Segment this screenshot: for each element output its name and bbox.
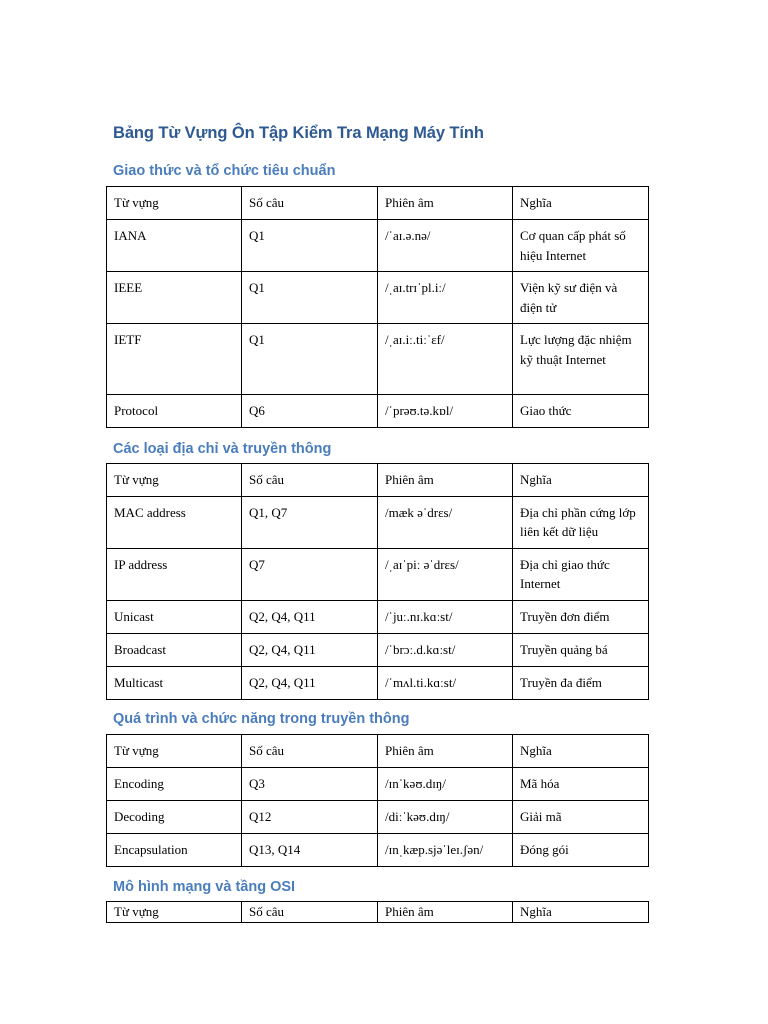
- header-cell: Số câu: [242, 902, 378, 923]
- header-cell: Từ vựng: [107, 735, 242, 768]
- meaning-cell: Địa chỉ phần cứng lớp liên kết dữ liệu: [513, 496, 649, 548]
- meaning-cell: Đóng gói: [513, 834, 649, 867]
- table-row: [107, 768, 649, 801]
- phonetic-cell: /ˈaɪ.ə.nə/: [378, 220, 513, 272]
- question-cell: Q13, Q14: [242, 834, 378, 867]
- table-header-row: [107, 464, 649, 497]
- header-cell: Từ vựng: [107, 464, 242, 497]
- header-cell: Số câu: [242, 187, 378, 220]
- term-cell: Encapsulation: [107, 834, 242, 867]
- phonetic-cell: /ˌaɪ.iː.tiːˈɛf/: [378, 324, 513, 395]
- header-cell: Số câu: [242, 464, 378, 497]
- phonetic-cell: /ˌaɪ.trɪˈpl.iː/: [378, 272, 513, 324]
- question-cell: Q12: [242, 801, 378, 834]
- table-row: [107, 395, 649, 428]
- header-cell: Phiên âm: [378, 735, 513, 768]
- header-cell: Phiên âm: [378, 187, 513, 220]
- phonetic-cell: /diːˈkəʊ.dɪŋ/: [378, 801, 513, 834]
- question-cell: Q2, Q4, Q11: [242, 666, 378, 699]
- header-cell: Nghĩa: [513, 187, 649, 220]
- meaning-cell: Viện kỹ sư điện và điện tử: [513, 272, 649, 324]
- table-header-row: [107, 902, 649, 923]
- phonetic-cell: /ˈprəʊ.tə.kɒl/: [378, 395, 513, 428]
- term-cell: Protocol: [107, 395, 242, 428]
- header-cell: Từ vựng: [107, 187, 242, 220]
- header-cell: Nghĩa: [513, 735, 649, 768]
- term-cell: IEEE: [107, 272, 242, 324]
- meaning-cell: Cơ quan cấp phát số hiệu Internet: [513, 220, 649, 272]
- header-cell: Từ vựng: [107, 902, 242, 923]
- meaning-cell: Giải mã: [513, 801, 649, 834]
- term-cell: Multicast: [107, 666, 242, 699]
- term-cell: Broadcast: [107, 633, 242, 666]
- table-header-row: [107, 187, 649, 220]
- meaning-cell: Mã hóa: [513, 768, 649, 801]
- section-heading: Quá trình và chức năng trong truyền thông: [113, 711, 410, 727]
- meaning-cell: Truyền đa điểm: [513, 666, 649, 699]
- question-cell: Q1, Q7: [242, 496, 378, 548]
- phonetic-cell: /mæk əˈdrɛs/: [378, 496, 513, 548]
- table-row: [107, 801, 649, 834]
- question-cell: Q2, Q4, Q11: [242, 600, 378, 633]
- phonetic-cell: /ˈbrɔː.d.kɑːst/: [378, 633, 513, 666]
- header-cell: Phiên âm: [378, 464, 513, 497]
- meaning-cell: Địa chỉ giao thức Internet: [513, 548, 649, 600]
- table-row: [107, 496, 649, 548]
- term-cell: Encoding: [107, 768, 242, 801]
- table-row: [107, 272, 649, 324]
- header-cell: Nghĩa: [513, 902, 649, 923]
- question-cell: Q1: [242, 220, 378, 272]
- question-cell: Q1: [242, 324, 378, 395]
- table-row: [107, 324, 649, 395]
- table-row: [107, 600, 649, 633]
- table-header-row: [107, 735, 649, 768]
- table-row: [107, 666, 649, 699]
- vocab-table: [106, 463, 649, 700]
- header-cell: Nghĩa: [513, 464, 649, 497]
- term-cell: IETF: [107, 324, 242, 395]
- question-cell: Q2, Q4, Q11: [242, 633, 378, 666]
- phonetic-cell: /ɪnˌkæp.sjəˈleɪ.ʃən/: [378, 834, 513, 867]
- question-cell: Q3: [242, 768, 378, 801]
- meaning-cell: Truyền quảng bá: [513, 633, 649, 666]
- question-cell: Q6: [242, 395, 378, 428]
- term-cell: Decoding: [107, 801, 242, 834]
- term-cell: Unicast: [107, 600, 242, 633]
- phonetic-cell: /ˌaɪˈpiː əˈdrɛs/: [378, 548, 513, 600]
- document-title: Bảng Từ Vựng Ôn Tập Kiểm Tra Mạng Máy Tính: [113, 124, 484, 142]
- header-cell: Phiên âm: [378, 902, 513, 923]
- meaning-cell: Giao thức: [513, 395, 649, 428]
- table-row: [107, 834, 649, 867]
- phonetic-cell: /ɪnˈkəʊ.dɪŋ/: [378, 768, 513, 801]
- question-cell: Q1: [242, 272, 378, 324]
- phonetic-cell: /ˈjuː.nɪ.kɑːst/: [378, 600, 513, 633]
- term-cell: IANA: [107, 220, 242, 272]
- question-cell: Q7: [242, 548, 378, 600]
- term-cell: IP address: [107, 548, 242, 600]
- table-row: [107, 548, 649, 600]
- section-heading: Mô hình mạng và tầng OSI: [113, 879, 296, 895]
- table-row: [107, 633, 649, 666]
- term-cell: MAC address: [107, 496, 242, 548]
- vocab-table: [106, 901, 649, 923]
- vocab-table: [106, 186, 649, 428]
- header-cell: Số câu: [242, 735, 378, 768]
- table-row: [107, 220, 649, 272]
- meaning-cell: Lực lượng đặc nhiệm kỹ thuật Internet: [513, 324, 649, 395]
- phonetic-cell: /ˈmʌl.ti.kɑːst/: [378, 666, 513, 699]
- meaning-cell: Truyền đơn điểm: [513, 600, 649, 633]
- vocab-table: [106, 734, 649, 867]
- section-heading: Giao thức và tổ chức tiêu chuẩn: [113, 163, 336, 179]
- section-heading: Các loại địa chỉ và truyền thông: [113, 441, 332, 457]
